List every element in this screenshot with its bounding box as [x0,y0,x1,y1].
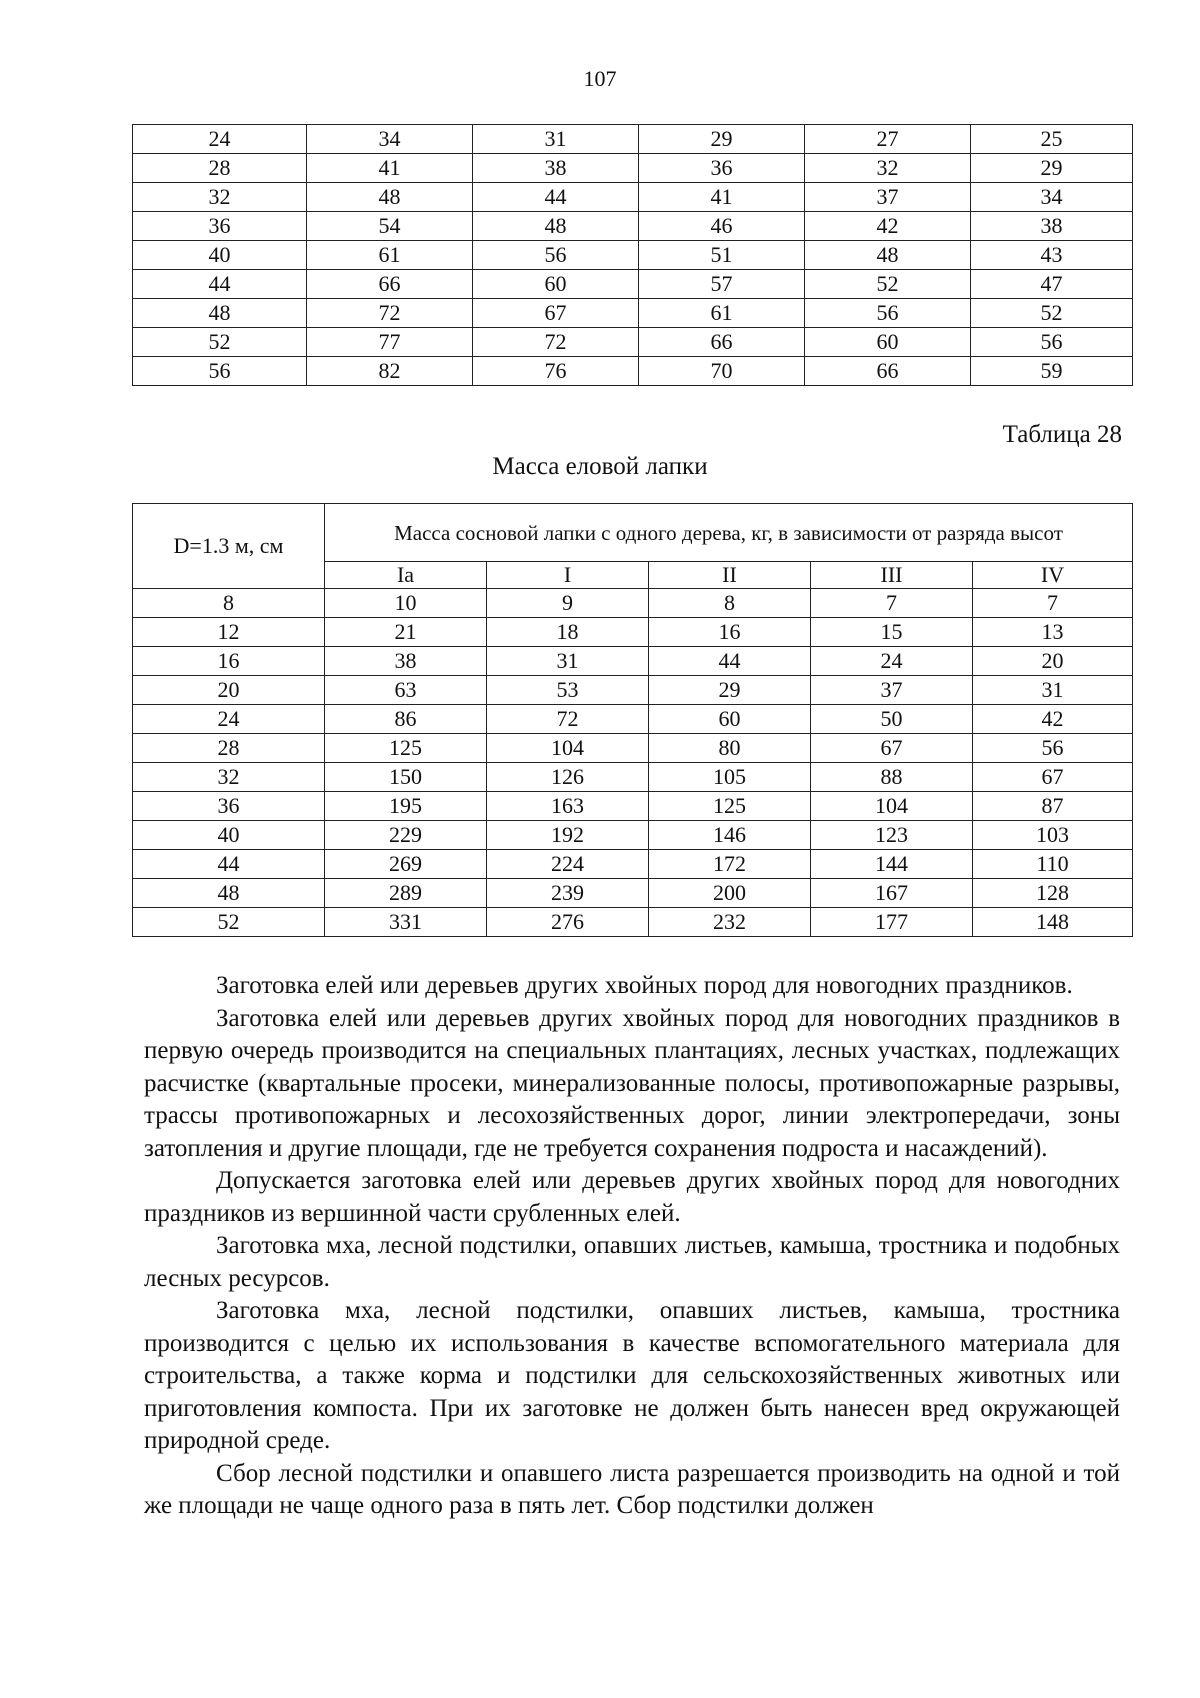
mass-cell: 239 [487,879,649,908]
mass-cell: 229 [325,821,487,850]
mass-cell: 20 [973,647,1133,676]
mass-cell: 9 [487,589,649,618]
diameter-cell: 56 [133,357,307,386]
value-cell: 37 [805,183,971,212]
value-cell: 52 [805,270,971,299]
table-row [133,183,1133,212]
mass-cell: 67 [973,763,1133,792]
table-row [133,212,1133,241]
mass-cell: 104 [811,792,973,821]
value-cell: 66 [805,357,971,386]
mass-cell: 86 [325,705,487,734]
mass-cell: 87 [973,792,1133,821]
value-cell: 25 [971,125,1133,154]
diameter-cell: 20 [133,676,325,705]
height-class-header: II [649,562,811,589]
mass-cell: 67 [811,734,973,763]
diameter-cell: 48 [133,879,325,908]
table-row [133,705,1133,734]
mass-cell: 146 [649,821,811,850]
diameter-cell: 52 [133,908,325,937]
mass-cell: 200 [649,879,811,908]
spruce-branch-mass-body [133,589,1133,937]
table-title: Масса еловой лапки [492,453,708,480]
mass-cell: 125 [325,734,487,763]
value-cell: 61 [639,299,805,328]
mass-cell: 126 [487,763,649,792]
mass-cell: 31 [487,647,649,676]
spruce-branch-mass-table [132,503,1133,937]
value-cell: 60 [805,328,971,357]
value-cell: 41 [307,154,473,183]
paragraph: Допускается заготовка елей или деревьев других хвойных пород для новогодних праздников из вершинной части срубленных елей. [144,1167,1120,1227]
height-class-header: Ia [325,562,487,589]
mass-cell: 21 [325,618,487,647]
value-cell: 72 [473,328,639,357]
table-row [133,792,1133,821]
diameter-cell: 24 [133,705,325,734]
mass-cell: 44 [649,647,811,676]
table-row [133,241,1133,270]
mass-cell: 72 [487,705,649,734]
continued-table [132,124,1133,386]
header-diameter: D=1.3 м, см [133,504,325,589]
diameter-cell: 28 [133,734,325,763]
height-class-header: III [811,562,973,589]
table-row [133,676,1133,705]
diameter-cell: 24 [133,125,307,154]
value-cell: 54 [307,212,473,241]
paragraph: Заготовка мха, лесной подстилки, опавших листьев, камыша, тростника и подобных лесных ресурсов. [144,1232,1120,1292]
table-row [133,270,1133,299]
mass-cell: 38 [325,647,487,676]
value-cell: 34 [307,125,473,154]
value-cell: 41 [639,183,805,212]
mass-cell: 224 [487,850,649,879]
paragraph: Заготовка мха, лесной подстилки, опавших листьев, камыша, тростника производится с целью их использования в качестве вспомогательного материала для строительства, а также корма и подстилки для сельскохозяйственных животных или приготовления компоста. При их заготовке не должен быть нанесен вред окружающей природной среде. [144,1297,1120,1454]
mass-cell: 7 [811,589,973,618]
value-cell: 48 [307,183,473,212]
value-cell: 43 [971,241,1133,270]
table-row [133,821,1133,850]
value-cell: 57 [639,270,805,299]
table-row [133,125,1133,154]
table-row [133,647,1133,676]
mass-cell: 8 [649,589,811,618]
mass-cell: 125 [649,792,811,821]
mass-cell: 31 [973,676,1133,705]
height-class-header: IV [973,562,1133,589]
mass-cell: 167 [811,879,973,908]
table-row [133,357,1133,386]
mass-cell: 276 [487,908,649,937]
value-cell: 36 [639,154,805,183]
diameter-cell: 44 [133,850,325,879]
continued-table-body [133,125,1133,386]
mass-cell: 80 [649,734,811,763]
table-label: Таблица 28 [1002,421,1122,448]
mass-cell: 104 [487,734,649,763]
mass-cell: 50 [811,705,973,734]
value-cell: 56 [473,241,639,270]
value-cell: 67 [473,299,639,328]
value-cell: 29 [971,154,1133,183]
paragraph: Заготовка елей или деревьев других хвойных пород для новогодних праздников. [216,972,1073,999]
paragraph: Заготовка елей или деревьев других хвойных пород для новогодних праздников в первую очередь производится на специальных плантациях, лесных участках, подлежащих расчистке (квартальные просеки, минерализованные полосы, противопожарные разрывы, трассы противопожарных и лесохозяйственных дорог, линии электропередачи, зоны затопления и другие площади, где не требуется сохранения подроста и насаждений). [144,1004,1120,1162]
value-cell: 44 [473,183,639,212]
mass-cell: 37 [811,676,973,705]
mass-cell: 16 [649,618,811,647]
value-cell: 42 [805,212,971,241]
header-mass: Масса сосновой лапки с одного дерева, кг, в зависимости от разряда высот [325,504,1133,562]
mass-cell: 192 [487,821,649,850]
mass-cell: 15 [811,618,973,647]
value-cell: 48 [805,241,971,270]
diameter-cell: 48 [133,299,307,328]
mass-cell: 60 [649,705,811,734]
value-cell: 60 [473,270,639,299]
table-row [133,763,1133,792]
value-cell: 32 [805,154,971,183]
value-cell: 61 [307,241,473,270]
value-cell: 56 [805,299,971,328]
mass-cell: 88 [811,763,973,792]
diameter-cell: 28 [133,154,307,183]
mass-cell: 195 [325,792,487,821]
diameter-cell: 40 [133,821,325,850]
mass-cell: 7 [973,589,1133,618]
mass-cell: 148 [973,908,1133,937]
diameter-cell: 52 [133,328,307,357]
height-class-header: I [487,562,649,589]
diameter-cell: 36 [133,212,307,241]
diameter-cell: 12 [133,618,325,647]
value-cell: 51 [639,241,805,270]
mass-cell: 232 [649,908,811,937]
value-cell: 48 [473,212,639,241]
value-cell: 76 [473,357,639,386]
mass-cell: 331 [325,908,487,937]
mass-cell: 53 [487,676,649,705]
table-row [133,879,1133,908]
table-row [133,734,1133,763]
body-text [144,970,1120,1523]
value-cell: 46 [639,212,805,241]
paragraph: Сбор лесной подстилки и опавшего листа разрешается производить на одной и той же площади не чаще одного раза в пять лет. Сбор подстилки должен [144,1459,1120,1519]
mass-cell: 18 [487,618,649,647]
value-cell: 59 [971,357,1133,386]
mass-cell: 24 [811,647,973,676]
table-row [133,908,1133,937]
page-number: 107 [583,66,617,91]
diameter-cell: 8 [133,589,325,618]
mass-cell: 13 [973,618,1133,647]
diameter-cell: 32 [133,763,325,792]
mass-cell: 42 [973,705,1133,734]
mass-cell: 289 [325,879,487,908]
mass-cell: 150 [325,763,487,792]
mass-cell: 56 [973,734,1133,763]
mass-cell: 144 [811,850,973,879]
mass-cell: 269 [325,850,487,879]
value-cell: 52 [971,299,1133,328]
table-row [133,589,1133,618]
mass-cell: 10 [325,589,487,618]
value-cell: 38 [971,212,1133,241]
diameter-cell: 44 [133,270,307,299]
table-row [133,850,1133,879]
value-cell: 70 [639,357,805,386]
mass-cell: 29 [649,676,811,705]
value-cell: 56 [971,328,1133,357]
mass-cell: 128 [973,879,1133,908]
value-cell: 34 [971,183,1133,212]
diameter-cell: 36 [133,792,325,821]
value-cell: 27 [805,125,971,154]
table-row [133,328,1133,357]
value-cell: 77 [307,328,473,357]
value-cell: 66 [639,328,805,357]
mass-cell: 63 [325,676,487,705]
value-cell: 31 [473,125,639,154]
diameter-cell: 16 [133,647,325,676]
value-cell: 66 [307,270,473,299]
value-cell: 82 [307,357,473,386]
value-cell: 72 [307,299,473,328]
mass-cell: 110 [973,850,1133,879]
value-cell: 38 [473,154,639,183]
mass-cell: 123 [811,821,973,850]
value-cell: 29 [639,125,805,154]
mass-cell: 105 [649,763,811,792]
mass-cell: 163 [487,792,649,821]
diameter-cell: 32 [133,183,307,212]
table-row [133,299,1133,328]
mass-cell: 172 [649,850,811,879]
table-row [133,154,1133,183]
mass-cell: 177 [811,908,973,937]
table-row [133,618,1133,647]
mass-cell: 103 [973,821,1133,850]
value-cell: 47 [971,270,1133,299]
diameter-cell: 40 [133,241,307,270]
